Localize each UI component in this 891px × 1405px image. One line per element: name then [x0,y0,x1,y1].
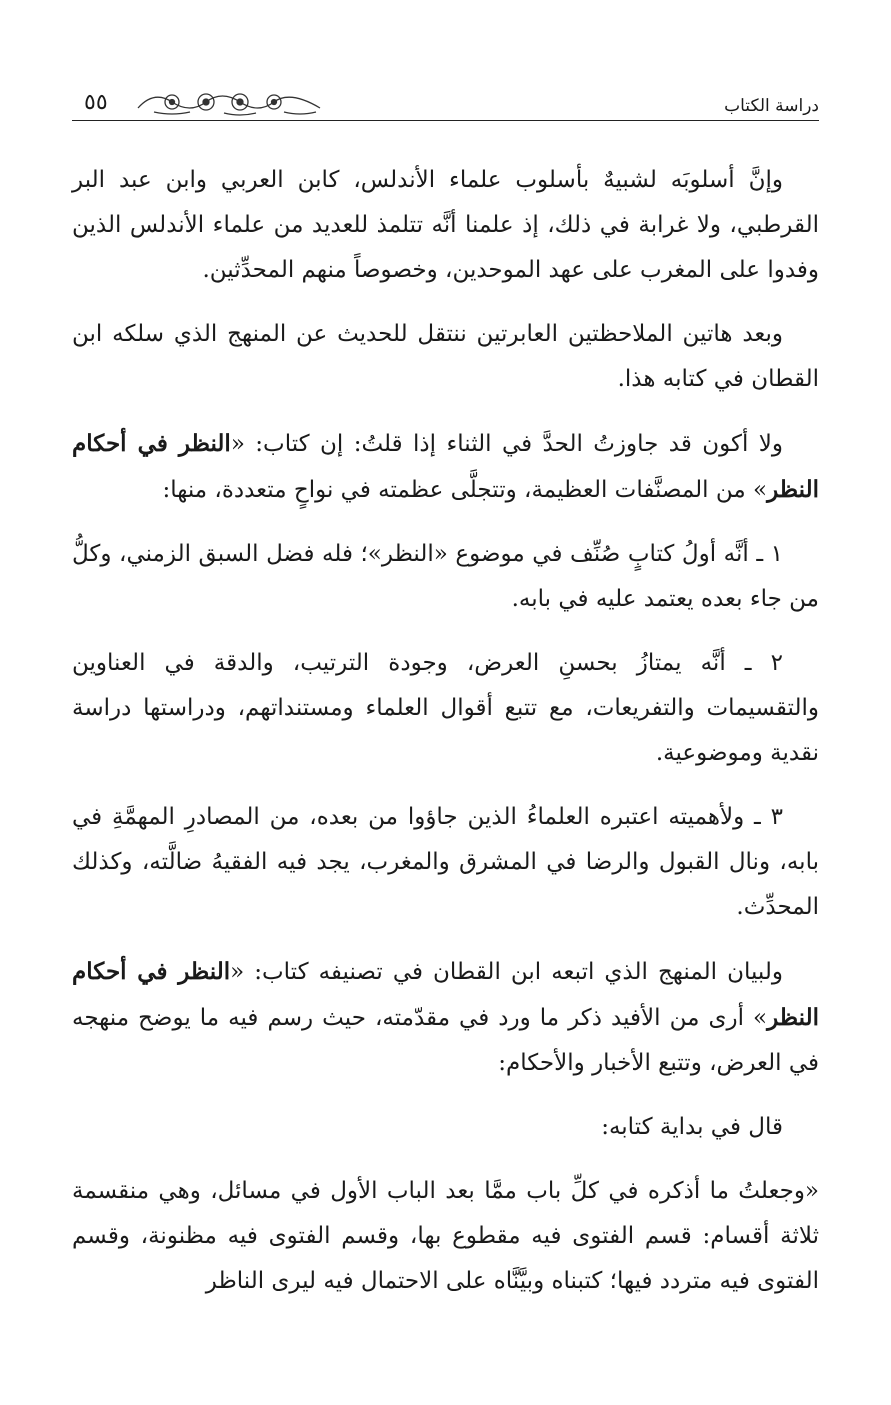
paragraph [72,158,819,293]
paragraph [72,421,819,513]
paragraph [72,1169,819,1304]
paragraph-text: وبعد هاتين الملاحظتين العابرتين ننتقل للحديث عن المنهج الذي سلكه ابن القطان في كتابه هذا. [72,321,819,392]
header-title: دراسة الكتاب [724,96,819,116]
running-header [72,84,819,124]
header-rule [72,120,819,121]
decorative-ornament-icon [134,86,324,116]
paragraph-text: ولا أكون قد جاوزتُ الحدَّ في الثناء إذا قلتُ: إن كتاب: « [230,431,783,457]
body-text [72,158,819,1323]
book-title-bold: النظر في أحكام النظر [72,430,819,503]
paragraph [72,312,819,402]
paragraph-text: ٢ ـ أنَّه يمتازُ بحسنِ العرض، وجودة الترتيب، والدقة في العناوين والتقسيمات والتفريعات، مع تتبع أقوال العلماء ومستنداتهم، ودراستها دراسة نقدية وموضوعية. [72,650,819,766]
paragraph-text: ١ ـ أنَّه أولُ كتابٍ صُنِّف في موضوع «النظر»؛ فله فضل السبق الزمني، وكلُّ من جاء بعده يعتمد عليه في بابه. [72,541,819,612]
paragraph-text: قال في بداية كتابه: [601,1114,783,1140]
paragraph [72,795,819,930]
book-title-bold: النظر في أحكام النظر [72,958,819,1031]
paragraph [72,641,819,776]
paragraph-text: ٣ ـ ولأهميته اعتبره العلماءُ الذين جاؤوا من بعده، من المصادرِ المهمَّةِ في بابه، ونال القبول والرضا في المشرق والمغرب، يجد فيه الفقيهُ ضالَّته، وكذلك المحدِّث. [72,804,819,920]
paragraph-text: » أرى من الأفيد ذكر ما ورد في مقدّمته، حيث رسم فيه ما يوضح منهجه في العرض، وتتبع الأخبار والأحكام: [72,1005,819,1076]
paragraph [72,1105,819,1150]
paragraph [72,532,819,622]
paragraph-text: «وجعلتُ ما أذكره في كلِّ باب ممَّا بعد الباب الأول في مسائل، وهي منقسمة ثلاثة أقسام: قسم الفتوى فيه مقطوع بها، وقسم الفتوى فيه مظنونة، وقسم الفتوى فيه متردد فيها؛ كتبناه وبيَّنَّاه على الاحتمال فيه ليرى الناظر [72,1178,819,1294]
page-number: ٥٥ [84,90,108,115]
paragraph-text: » من المصنَّفات العظيمة، وتتجلَّى عظمته في نواحٍ متعددة، منها: [162,477,768,503]
paragraph-text: وإنَّ أسلوبَه لشبيهٌ بأسلوب علماء الأندلس، كابن العربي وابن عبد البر القرطبي، ولا غرابة في ذلك، إذ علمنا أنَّه تتلمذ للعديد من علماء الأندلس الذين وفدوا على المغرب على عهد الموحدين، وخصوصاً منهم المحدِّثين. [72,167,819,283]
paragraph [72,949,819,1086]
paragraph-text: ولبيان المنهج الذي اتبعه ابن القطان في تصنيفه كتاب: « [230,959,783,985]
